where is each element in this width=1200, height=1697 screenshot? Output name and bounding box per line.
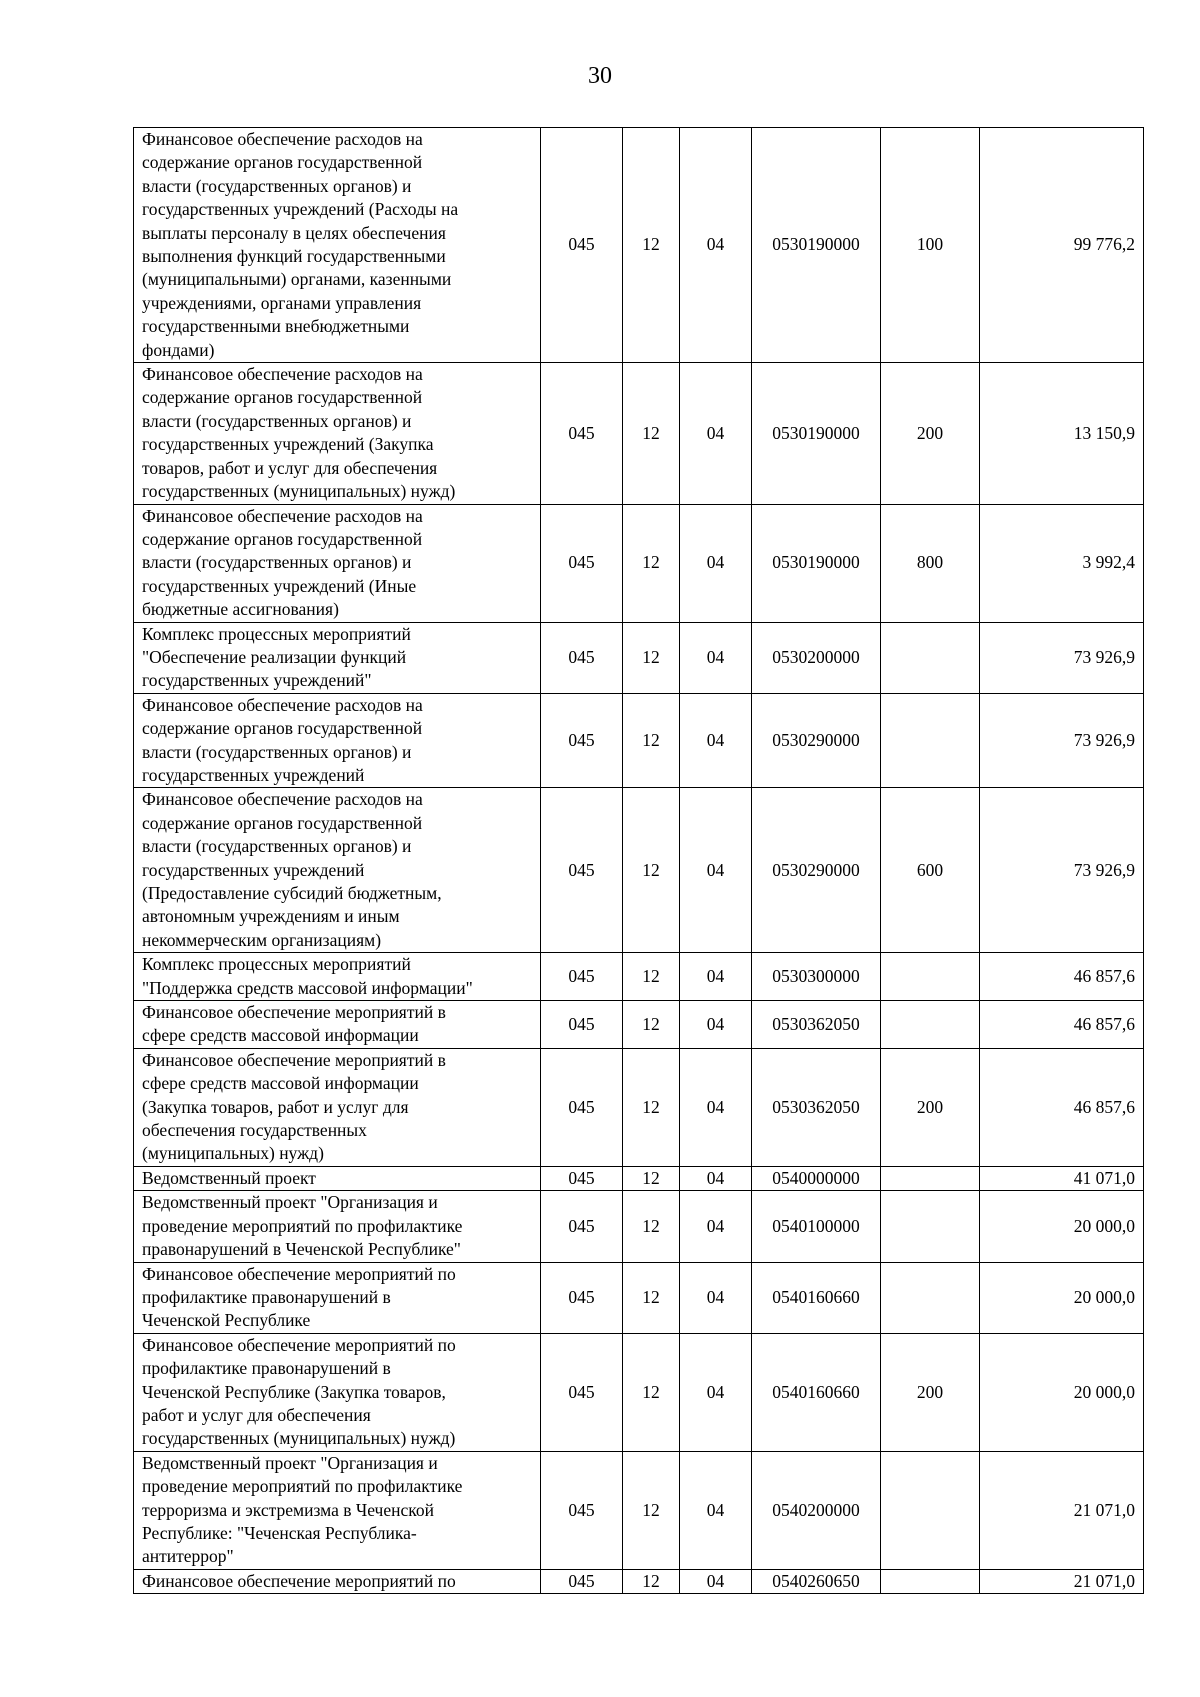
ministry-code: 045 — [541, 622, 623, 693]
subsection-code: 04 — [680, 788, 752, 953]
row-description: Финансовое обеспечение мероприятий по профилактике правонарушений в Чеченской Республике — [134, 1262, 541, 1333]
target-article-code: 0530362050 — [752, 1001, 881, 1049]
row-description: Ведомственный проект — [134, 1166, 541, 1190]
table-row — [134, 1166, 1144, 1190]
table-row — [134, 1001, 1144, 1049]
row-description: Финансовое обеспечение расходов на содержание органов государственной власти (государственных органов) и государственных учреждений — [134, 693, 541, 788]
expense-type-code: 100 — [881, 128, 980, 363]
section-code: 12 — [623, 128, 680, 363]
section-code: 12 — [623, 1333, 680, 1451]
expense-type-code — [881, 953, 980, 1001]
subsection-code: 04 — [680, 1166, 752, 1190]
subsection-code: 04 — [680, 504, 752, 622]
subsection-code: 04 — [680, 1048, 752, 1166]
subsection-code: 04 — [680, 1451, 752, 1569]
subsection-code: 04 — [680, 1001, 752, 1049]
target-article-code: 0530190000 — [752, 504, 881, 622]
ministry-code: 045 — [541, 1569, 623, 1593]
ministry-code: 045 — [541, 363, 623, 504]
expense-type-code — [881, 1191, 980, 1262]
subsection-code: 04 — [680, 363, 752, 504]
table-row — [134, 1191, 1144, 1262]
amount-value: 41 071,0 — [980, 1166, 1144, 1190]
target-article-code: 0530290000 — [752, 788, 881, 953]
section-code: 12 — [623, 788, 680, 953]
table-row — [134, 1451, 1144, 1569]
table-row — [134, 622, 1144, 693]
section-code: 12 — [623, 1191, 680, 1262]
section-code: 12 — [623, 953, 680, 1001]
row-description: Финансовое обеспечение мероприятий в сфере средств массовой информации (Закупка товаров, работ и услуг для обеспечения государственных (муниципальных) нужд) — [134, 1048, 541, 1166]
row-description: Ведомственный проект "Организация и проведение мероприятий по профилактике терроризма и экстремизма в Чеченской Республике: "Чеченская Республика- антитеррор" — [134, 1451, 541, 1569]
row-description: Финансовое обеспечение мероприятий в сфере средств массовой информации — [134, 1001, 541, 1049]
amount-value: 73 926,9 — [980, 622, 1144, 693]
table-row — [134, 1333, 1144, 1451]
ministry-code: 045 — [541, 1048, 623, 1166]
row-description: Финансовое обеспечение расходов на содержание органов государственной власти (государственных органов) и государственных учреждений (Закупка товаров, работ и услуг для обеспечения государственных (муниципальных) нужд) — [134, 363, 541, 504]
section-code: 12 — [623, 693, 680, 788]
target-article-code: 0540160660 — [752, 1262, 881, 1333]
section-code: 12 — [623, 1262, 680, 1333]
subsection-code: 04 — [680, 693, 752, 788]
subsection-code: 04 — [680, 128, 752, 363]
amount-value: 21 071,0 — [980, 1451, 1144, 1569]
subsection-code: 04 — [680, 622, 752, 693]
expense-type-code — [881, 622, 980, 693]
target-article-code: 0530200000 — [752, 622, 881, 693]
ministry-code: 045 — [541, 1191, 623, 1262]
table-row — [134, 1048, 1144, 1166]
target-article-code: 0540000000 — [752, 1166, 881, 1190]
expense-type-code — [881, 1451, 980, 1569]
subsection-code: 04 — [680, 1569, 752, 1593]
target-article-code: 0530300000 — [752, 953, 881, 1001]
table-row — [134, 504, 1144, 622]
table-row — [134, 788, 1144, 953]
target-article-code: 0530190000 — [752, 363, 881, 504]
subsection-code: 04 — [680, 1262, 752, 1333]
expense-type-code — [881, 1166, 980, 1190]
section-code: 12 — [623, 1001, 680, 1049]
row-description: Финансовое обеспечение расходов на содержание органов государственной власти (государственных органов) и государственных учреждений (Расходы на выплаты персоналу в целях обеспечения выполнения функций государственными (муниципальными) органами, казенными учреждениями, органами управления государственными внебюджетными фондами) — [134, 128, 541, 363]
expense-type-code: 200 — [881, 1048, 980, 1166]
table-body — [134, 128, 1144, 1594]
expense-type-code: 200 — [881, 1333, 980, 1451]
expense-type-code: 800 — [881, 504, 980, 622]
target-article-code: 0540200000 — [752, 1451, 881, 1569]
ministry-code: 045 — [541, 1451, 623, 1569]
budget-table — [133, 127, 1144, 1594]
row-description: Финансовое обеспечение расходов на содержание органов государственной власти (государственных органов) и государственных учреждений (Предоставление субсидий бюджетным, автономным учреждениям и иным некоммерческим организациям) — [134, 788, 541, 953]
ministry-code: 045 — [541, 1166, 623, 1190]
ministry-code: 045 — [541, 788, 623, 953]
amount-value: 46 857,6 — [980, 1001, 1144, 1049]
section-code: 12 — [623, 622, 680, 693]
subsection-code: 04 — [680, 953, 752, 1001]
amount-value: 73 926,9 — [980, 788, 1144, 953]
section-code: 12 — [623, 1451, 680, 1569]
amount-value: 20 000,0 — [980, 1262, 1144, 1333]
target-article-code: 0530190000 — [752, 128, 881, 363]
section-code: 12 — [623, 1048, 680, 1166]
table-row — [134, 1262, 1144, 1333]
amount-value: 20 000,0 — [980, 1333, 1144, 1451]
subsection-code: 04 — [680, 1191, 752, 1262]
section-code: 12 — [623, 1166, 680, 1190]
row-description: Комплекс процессных мероприятий "Обеспечение реализации функций государственных учреждений" — [134, 622, 541, 693]
expense-type-code — [881, 1262, 980, 1333]
amount-value: 46 857,6 — [980, 1048, 1144, 1166]
row-description: Финансовое обеспечение мероприятий по профилактике правонарушений в Чеченской Республике (Закупка товаров, работ и услуг для обеспечения государственных (муниципальных) нужд) — [134, 1333, 541, 1451]
amount-value: 73 926,9 — [980, 693, 1144, 788]
row-description: Комплекс процессных мероприятий "Поддержка средств массовой информации" — [134, 953, 541, 1001]
expense-type-code: 200 — [881, 363, 980, 504]
amount-value: 3 992,4 — [980, 504, 1144, 622]
ministry-code: 045 — [541, 693, 623, 788]
ministry-code: 045 — [541, 1262, 623, 1333]
target-article-code: 0540260650 — [752, 1569, 881, 1593]
table-row — [134, 693, 1144, 788]
target-article-code: 0540160660 — [752, 1333, 881, 1451]
ministry-code: 045 — [541, 128, 623, 363]
amount-value: 20 000,0 — [980, 1191, 1144, 1262]
page-number: 30 — [588, 63, 612, 89]
amount-value: 13 150,9 — [980, 363, 1144, 504]
table-row — [134, 363, 1144, 504]
target-article-code: 0540100000 — [752, 1191, 881, 1262]
ministry-code: 045 — [541, 1001, 623, 1049]
amount-value: 46 857,6 — [980, 953, 1144, 1001]
ministry-code: 045 — [541, 953, 623, 1001]
expense-type-code: 600 — [881, 788, 980, 953]
amount-value: 21 071,0 — [980, 1569, 1144, 1593]
ministry-code: 045 — [541, 1333, 623, 1451]
table-row — [134, 953, 1144, 1001]
target-article-code: 0530290000 — [752, 693, 881, 788]
section-code: 12 — [623, 504, 680, 622]
subsection-code: 04 — [680, 1333, 752, 1451]
section-code: 12 — [623, 1569, 680, 1593]
section-code: 12 — [623, 363, 680, 504]
row-description: Финансовое обеспечение расходов на содержание органов государственной власти (государственных органов) и государственных учреждений (Иные бюджетные ассигнования) — [134, 504, 541, 622]
row-description: Финансовое обеспечение мероприятий по — [134, 1569, 541, 1593]
expense-type-code — [881, 1001, 980, 1049]
expense-type-code — [881, 1569, 980, 1593]
expense-type-code — [881, 693, 980, 788]
table-row — [134, 128, 1144, 363]
amount-value: 99 776,2 — [980, 128, 1144, 363]
target-article-code: 0530362050 — [752, 1048, 881, 1166]
table-row — [134, 1569, 1144, 1593]
ministry-code: 045 — [541, 504, 623, 622]
row-description: Ведомственный проект "Организация и проведение мероприятий по профилактике правонарушений в Чеченской Республике" — [134, 1191, 541, 1262]
